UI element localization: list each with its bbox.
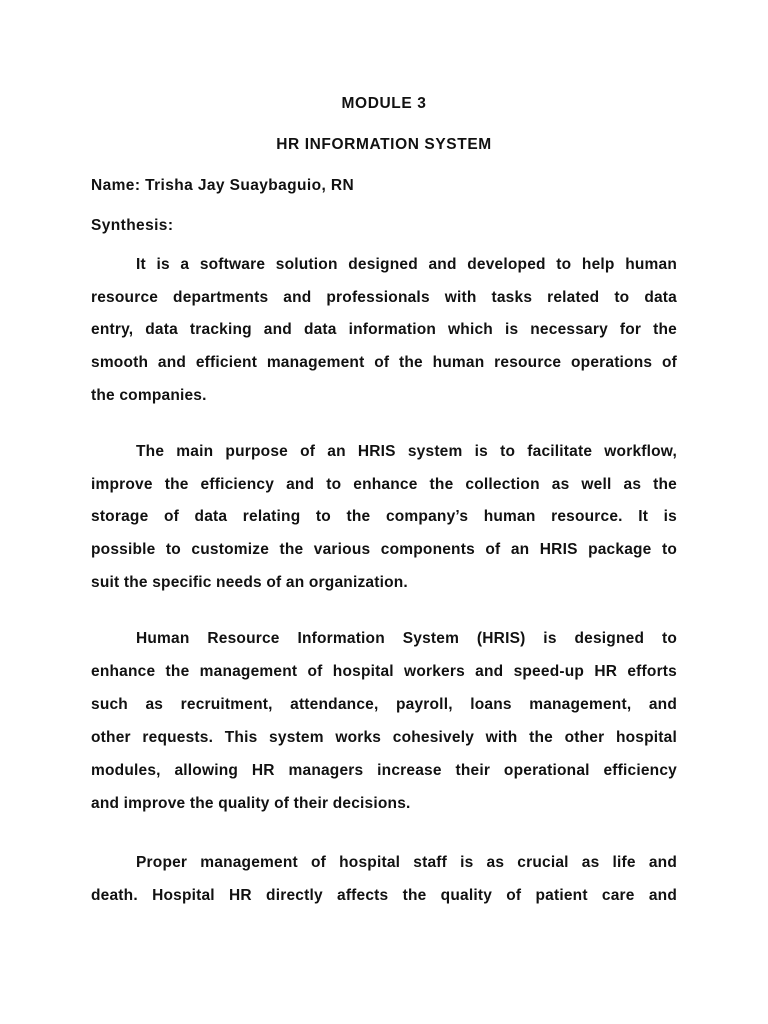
paragraph-line: modules, allowing HR managers increase their operational efficiency [91,762,677,779]
paragraph-line: possible to customize the various components of an HRIS package to [91,541,677,558]
paragraph-line: suit the specific needs of an organization. [91,574,408,591]
paragraph-line: enhance the management of hospital workers and speed-up HR efforts [91,663,677,680]
paragraph-line: improve the efficiency and to enhance the collection as well as the [91,476,677,493]
paragraph-line: other requests. This system works cohesively with the other hospital [91,729,677,746]
paragraph-line: storage of data relating to the company’s human resource. It is [91,508,677,525]
document-title: HR INFORMATION SYSTEM [276,136,492,153]
author-name: Name: Trisha Jay Suaybaguio, RN [91,177,355,194]
synthesis-label: Synthesis: [91,217,174,234]
paragraph-line: smooth and efficient management of the human resource operations of [91,354,677,371]
paragraph-line: the companies. [91,387,207,404]
paragraph-line: Human Resource Information System (HRIS) is designed to [136,630,677,647]
paragraph-line: entry, data tracking and data information which is necessary for the [91,321,677,338]
paragraph-line: It is a software solution designed and developed to help human [136,256,677,273]
paragraph-line: such as recruitment, attendance, payroll, loans management, and [91,696,677,713]
paragraph-line: and improve the quality of their decisions. [91,795,411,812]
module-heading: MODULE 3 [341,95,427,112]
paragraph-line: The main purpose of an HRIS system is to facilitate workflow, [136,443,677,460]
paragraph-line: death. Hospital HR directly affects the quality of patient care and [91,887,677,904]
paragraph-line: resource departments and professionals with tasks related to data [91,289,677,306]
paragraph-line: Proper management of hospital staff is as crucial as life and [136,854,677,871]
